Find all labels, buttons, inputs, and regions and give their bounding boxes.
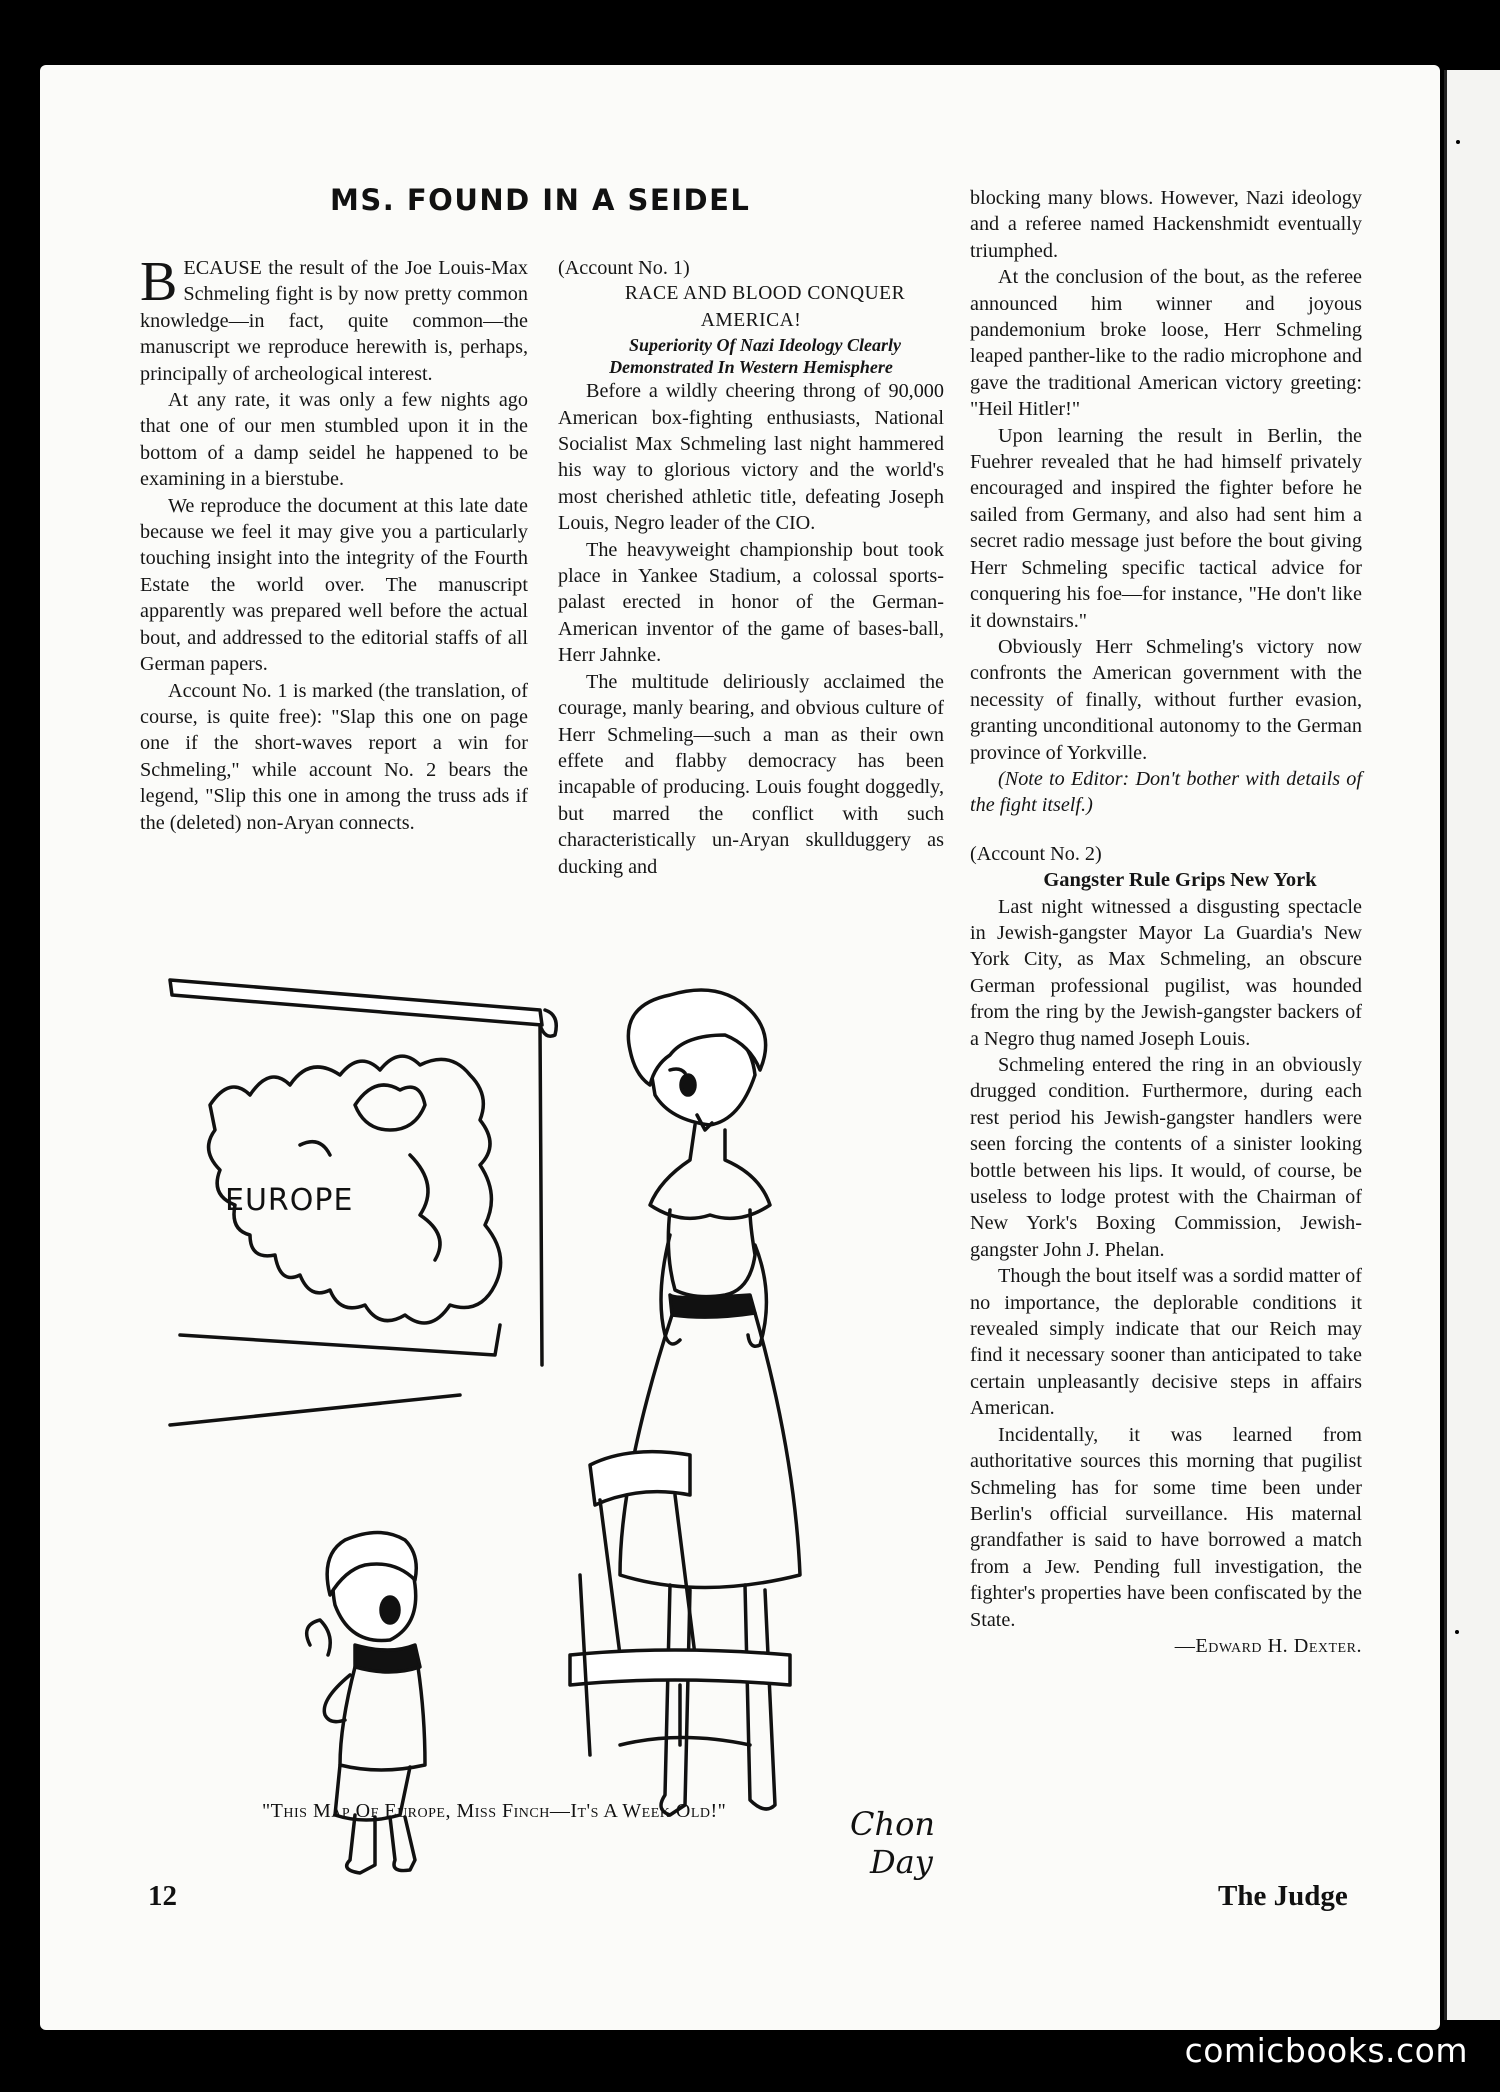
account-1-paragraph: The multitude deliriously acclaimed the courage, manly bearing, and obvious culture of Herr Schmeling—such a man as their own effete and flabby democracy has been incapable of producing. Louis fought doggedly, but marred the conflict with such characteristically un-Aryan skullduggery as ducking and — [558, 670, 944, 878]
account-1-headline: RACE AND BLOOD CONQUER AMERICA! — [624, 283, 906, 331]
drop-cap: B — [140, 251, 178, 313]
account-2-label: (Account No. 2) — [970, 842, 1102, 865]
account-2-paragraph: Last night witnessed a disgusting spectacle in Jewish-gangster Mayor La Guardia's New York City, as Max Schmeling, an obscure German professional pugilist, was hounded from the ring by the Jewish-gangster backers of a Negro thug named Joseph Louis. — [970, 895, 1362, 1050]
page-number: 12 — [148, 1880, 177, 1912]
editor-note: (Note to Editor: Don't bother with details of the fight itself.) — [970, 767, 1362, 817]
intro-paragraph-2: At any rate, it was only a few nights ago that one of our men stumbled upon it in the bottom of a damp seidel he happened to be examining in a bierstube. — [140, 389, 528, 491]
magazine-name: The Judge — [1218, 1880, 1348, 1912]
cartoon-caption: "This Map Of Europe, Miss Finch—It's A Week Old!" — [262, 1800, 727, 1822]
artist-signature: Chon — [850, 1805, 935, 1843]
account-1-paragraph: blocking many blows. However, Nazi ideology and a referee named Hackenshmidt eventually triumphed. — [970, 187, 1362, 262]
account-1-paragraph: Before a wildly cheering throng of 90,000 American box-fighting enthusiasts, National Socialist Max Schmeling last night hammered his way to glorious victory and the world's most cherished athletic title, defeating Joseph Louis, Negro leader of the CIO. — [558, 380, 944, 535]
account-1-paragraph: At the conclusion of the bout, as the referee announced him winner and joyous pandemonium broke loose, Herr Schmeling leaped panther-like to the radio microphone and gave the traditional American victory greeting: "Heil Hitler!" — [970, 266, 1362, 421]
account-1-column — [558, 255, 944, 880]
intro-paragraph-1: BECAUSE the result of the Joe Louis-Max Schmeling fight is by now pretty common knowledge—in fact, quite common—the manuscript we reproduce herewith is, perhaps, principally of archeological interest. — [140, 251, 528, 385]
facing-page-edge — [1444, 70, 1500, 2020]
account-1-paragraph: Upon learning the result in Berlin, the Fuehrer revealed that he had himself privately encouraged and inspired the fighter before he sailed from Germany, and also had sent him a secret radio message just before the bout giving Herr Schmeling specific tactical advice for conquering his foe—for instance, "He don't like it downstairs." — [970, 424, 1362, 632]
intro-paragraph-3: We reproduce the document at this late date because we feel it may give you a particularly touching insight into the integrity of the Fourth Estate the world over. The manuscript apparently was prepared well before the actual bout, and addressed to the editorial staffs of all German papers. — [140, 494, 528, 676]
intro-column — [140, 251, 528, 836]
watermark: comicbooks.com — [1184, 2031, 1468, 2070]
right-column — [970, 185, 1362, 1659]
intro-paragraph-4: Account No. 1 is marked (the translation, of course, is quite free): "Slap this one on page one if the short-waves report a win for Schmeling," while account No. 2 bears the legend, "Slip this one in among the truss ads if the (deleted) non-Aryan connects. — [140, 679, 528, 834]
account-2-paragraph: Schmeling entered the ring in an obviously drugged condition. Furthermore, during each rest period his Jewish-gangster handlers were seen forcing the contents of a sinister looking bottle between his lips. It would, of course, be useless to lodge protest with the Chairman of New York's Boxing Commission, Jewish-gangster John J. Phelan. — [970, 1054, 1362, 1261]
account-2-paragraph: Though the bout itself was a sordid matter of no importance, the deplorable conditions it revealed simply indicate that our Reich may find it necessary sooner than anticipated to take certain unpleasantly decisive steps in affairs American. — [970, 1265, 1362, 1420]
account-1-paragraph: Obviously Herr Schmeling's victory now confronts the American government with the necessity of finally, without further evasion, granting unconditional autonomy to the German province of Yorkville. — [970, 635, 1362, 764]
account-1-paragraph: The heavyweight championship bout took place in Yankee Stadium, a colossal sports-palast erected in honor of the German-American inventor of the game of bases-ball, Herr Jahnke. — [558, 538, 944, 667]
account-1-label: (Account No. 1) — [558, 257, 690, 279]
spine-mark — [1456, 140, 1460, 144]
spine-mark — [1455, 1630, 1459, 1634]
map-label-europe: EUROPE — [225, 1183, 354, 1218]
account-2-headline: Gangster Rule Grips New York — [1043, 869, 1317, 892]
article-title: MS. FOUND IN A SEIDEL — [330, 183, 751, 217]
author-signature: —Edward H. Dexter. — [1174, 1634, 1362, 1657]
account-1-subhead: Superiority Of Nazi Ideology Clearly Demonstrated In Western Hemisphere — [609, 335, 901, 378]
artist-signature: Day — [870, 1843, 933, 1881]
account-2-paragraph: Incidentally, it was learned from authoritative sources this morning that pugilist Schmeling has for some time been under Berlin's official surveillance. His maternal grandfather is said to have borrowed a match from a Jew. Pending full investigation, the fighter's properties have been confiscated by the State. — [970, 1423, 1362, 1631]
